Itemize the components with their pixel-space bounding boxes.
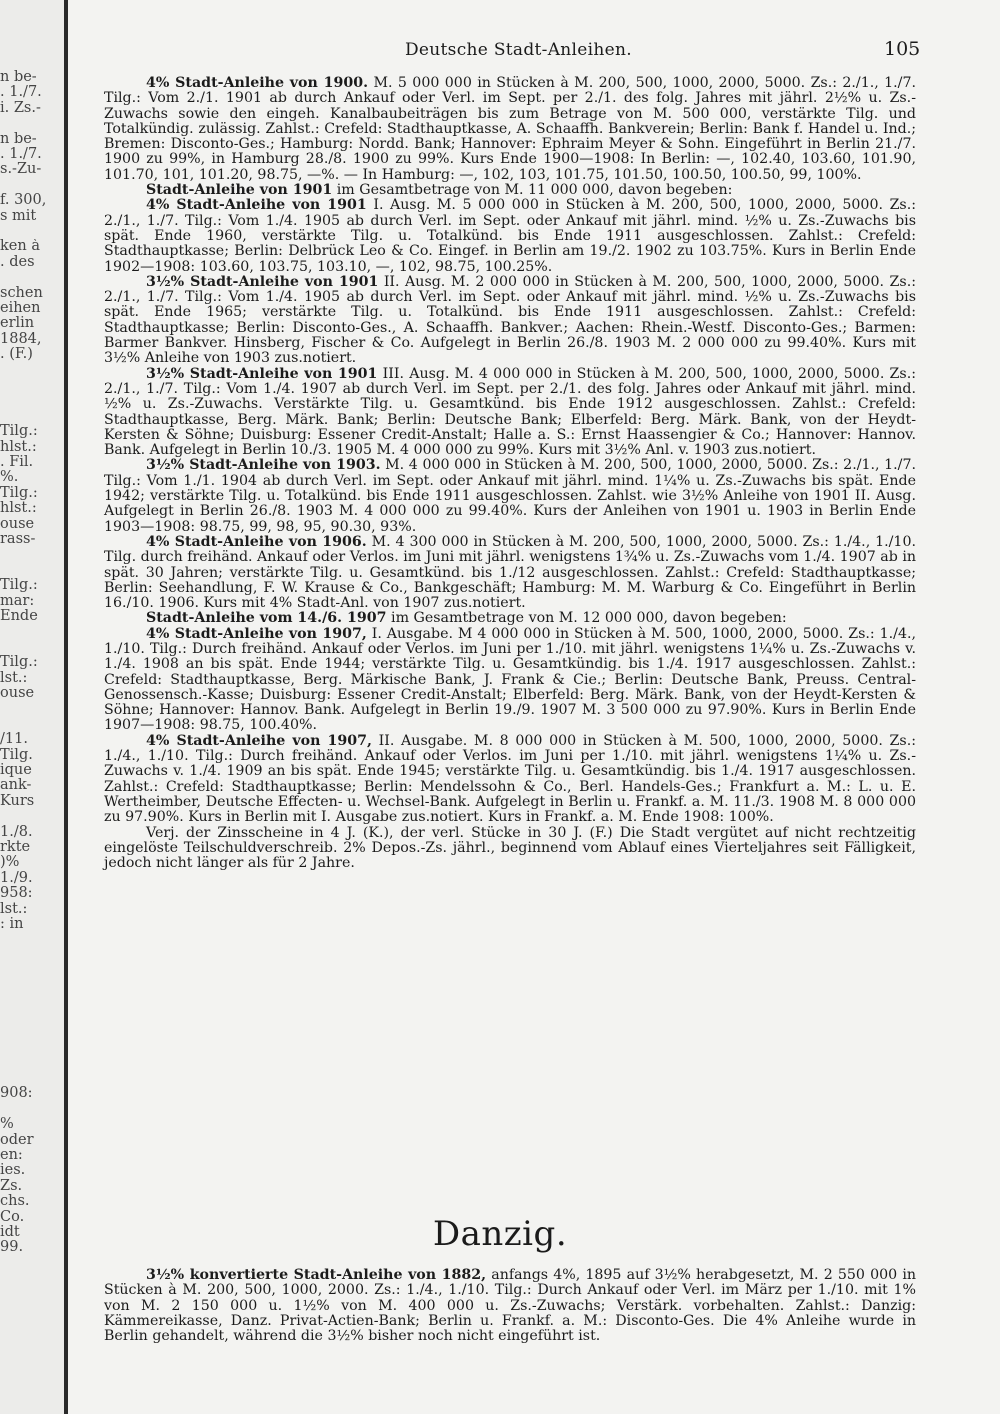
- gutter-text-fragment: en:: [0, 1148, 23, 1163]
- bond-entry-paragraph: [104, 826, 916, 872]
- bond-entry-paragraph: [104, 198, 916, 274]
- gutter-text-fragment: Tilg.:: [0, 424, 38, 440]
- bond-entry-paragraph: [104, 734, 916, 826]
- bond-entry-text: anfangs 4%, 1895 auf 3½% herabgesetzt, M. 2 550 000 in Stücken à M. 200, 500, 1000, 2000. Zs.: 1./4., 1./10. Tilg.: Durch Ankauf oder Verl. im März per 1./10. mit 1% von M. 2 150 000 u. 1½% von M. 400 000 u. Zs.-Zuwachs; Verstärk. vorbehalten. Zahlst.: Danzig: Kämmereikasse, Danz. Privat-Actien-Bank; Berlin u. Frankf. a. M.: Disconto-Ges. Die 4% Anleihe wurde in Berlin gehandelt, während die 3½% bisher noch nicht eingeführt ist.: [104, 1267, 917, 1345]
- gutter-text-fragment: Kurs: [0, 793, 35, 809]
- bond-entry-text: M. 5 000 000 in Stücken à M. 200, 500, 1000, 2000, 5000. Zs.: 2./1., 1./7. Tilg.: Vom 2./1. 1901 ab durch Ankauf oder Verl. im Sept. per 2./1. des folg. Jahres mit jährl. 2½% u. Zs.-Zuwachs sowie den eingeh. Kanalbaubeiträgen bis zum Betrage von M. 500 000, verstärkte Tilg. und Totalkündig. zulässig. Zahlst.: Crefeld: Stadthauptkasse, A. Schaaffh. Bankverein; Berlin: Bank f. Handel u. Ind.; Bremen: Disconto-Ges.; Hamburg: Nordd. Bank; Hannover: Ephraim Meyer & Sohn. Eingeführt in Berlin 21./7. 1900 zu 99%, in Hamburg 28./8. 1900 zu 99%. Kurs Ende 1900—1908: In Berlin: —, 102.40, 103.60, 101.90, 101.70, 101, 101.20, 98.75, —%. — In Hamburg: —, 102, 103, 101.75, 101.50, 100.50, 100.50, 99, 100%.: [104, 75, 916, 183]
- gutter-text-fragment: 1884,: [0, 331, 42, 347]
- gutter-text-fragment: Co.: [0, 1209, 25, 1225]
- gutter-text-fragment: Ende: [0, 609, 38, 624]
- gutter-text-fragment: Tilg.: [0, 747, 33, 763]
- gutter-text-fragment: ank-: [0, 778, 32, 794]
- gutter-text-fragment: Tilg.:: [0, 485, 38, 501]
- gutter-text-fragment: lst.:: [0, 670, 28, 686]
- bond-entry-text: III. Ausg. M. 4 000 000 in Stücken à M. 200, 500, 1000, 2000, 5000. Zs.: 2./1., 1./7. Tilg.: Vom 1./4. 1907 ab durch Verl. im Sept. per 2./1. des folg. Jahres oder Ankauf mit jährl. mind. ½% u. Zs.-Zuwachs. Verstärkte Tilg. u. Gesamtkünd. bis Ende 1912 ausgeschlossen. Zahlst.: Crefeld: Stadthauptkasse, Berg. Märk. Bank; Berlin: Deutsche Bank; Elberfeld: Berg. Märk. Bank, von der Heydt-Kersten & Söhne; Duisburg: Essener Credit-Anstalt; Halle a. S.: Ernst Haassengier & Co.; Hannover: Hannov. Bank. Aufgelegt in Berlin 10./3. 1905 M. 4 000 000 zu 99%. Kurs mit 3½% Anl. v. 1903 zus.notiert.: [104, 365, 916, 459]
- bond-entry-heading: 4% Stadt-Anleihe von 1901: [146, 197, 367, 214]
- bond-entry-heading: 4% Stadt-Anleihe von 1900.: [146, 75, 369, 91]
- bond-entry-heading: 3½% Stadt-Anleihe von 1901: [146, 365, 378, 382]
- gutter-text-fragment: lst.:: [0, 901, 28, 917]
- bond-entry-text: II. Ausg. M. 2 000 000 in Stücken à M. 200, 500, 1000, 2000, 5000. Zs.: 2./1., 1./7. Tilg.: Vom 1./4. 1905 ab durch Verl. im Sept. oder Ankauf mit jährl. mind. ½% u. Zs.-Zuwachs bis spät. Ende 1965; verstärkte Tilg. u. Totalkünd. bis Ende 1911 ausgeschlossen. Zahlst.: Crefeld: Stadthauptkasse; Berlin: Disconto-Ges., A. Schaaffh. Bankver.; Aachen: Rhein.-Westf. Disconto-Ges.; Barmen: Barmer Bankver. Hinsberg, Fischer & Co. Aufgelegt in Berlin 26./8. 1903 M. 2 000 000 zu 99.40%. Kurs mit 3½% Anleihe von 1903 zus.notiert.: [104, 273, 916, 367]
- gutter-text-fragment: . 1./7.: [0, 85, 42, 101]
- gutter-text-fragment: n be-: [0, 70, 37, 85]
- gutter-text-fragment: erlin: [0, 316, 35, 332]
- bond-entry-paragraph: [104, 535, 916, 611]
- gutter-text-fragment: %: [0, 1117, 14, 1133]
- bond-entry-heading: 4% Stadt-Anleihe von 1907,: [146, 625, 367, 642]
- gutter-text-fragment: 99.: [0, 1240, 24, 1256]
- main-text-column: [104, 76, 916, 871]
- bond-entry-text: I. Ausg. M. 5 000 000 in Stücken à M. 200, 500, 1000, 2000, 5000. Zs.: 2./1., 1./7. Tilg.: Vom 1./4. 1905 ab durch Verl. im Sept. oder Ankauf mit jährl. mind. ½% u. Zs.-Zuwachs bis spät. Ende 1960, verstärkte Tilg. u. Totalkünd. bis Ende 1911 ausgeschlossen. Zahlst.: Crefeld: Stadthauptkasse; Berlin: Delbrück Leo & Co. Eingef. in Berlin am 19./2. 1902 zu 103.75%. Kurs in Berlin Ende 1902—1908: 103.60, 103.75, 103.10, —, 102, 98.75, 100.25%.: [104, 197, 917, 275]
- gutter-text-fragment: f. 300,: [0, 193, 47, 209]
- gutter-text-fragment: eihen: [0, 301, 41, 316]
- bond-entry-text: M. 4 000 000 in Stücken à M. 200, 500, 1000, 2000, 5000. Zs.: 2./1., 1./7. Tilg.: Vom 1./1. 1904 ab durch Verl. im Sept. oder Ankauf mit jährl. mind. 1¼% u. Zs.-Zuwachs bis spät. Ende 1942; verstärkte Tilg. u. Totalkünd. bis Ende 1911 ausgeschlossen. Zahlst. wie 3½% Anleihe von 1901 II. Ausg. Aufgelegt in Berlin 26./8. 1903 M. 4 000 000 zu 99.40%. Kurs der Anleihen von 1901 u. 1903 in Berlin Ende 1903—1908: 98.75, 99, 98, 95, 90.30, 93%.: [104, 457, 916, 535]
- gutter-text-fragment: 958:: [0, 886, 33, 902]
- bond-entry-heading: 4% Stadt-Anleihe von 1906.: [146, 533, 367, 550]
- gutter-text-fragment: %.: [0, 470, 19, 486]
- gutter-text-fragment: oder: [0, 1132, 34, 1148]
- bond-entry-text: M. 4 300 000 in Stücken à M. 200, 500, 1000, 2000, 5000. Zs.: 1./4., 1./10. Tilg. durch freihänd. Ankauf oder Verlos. im Juni mit jährl. wenigstens 1¾% u. Zs.-Zuwachs vom 1./4. 1907 ab in spät. 30 Jahren; verstärkte Tilg. u. Gesamtkünd. bis 1./12 ausgeschlossen. Zahlst.: Crefeld: Stadthauptkasse; Berlin: Seehandlung, F. W. Krause & Co., Bankgeschäft; Hamburg: M. M. Warburg & Co. Eingeführt in Berlin 16./10. 1906. Kurs mit 4% Stadt-Anl. von 1907 zus.notiert.: [104, 533, 916, 612]
- gutter-text-fragment: schen: [0, 285, 43, 301]
- gutter-text-fragment: idt: [0, 1225, 20, 1240]
- bond-entry-heading: 3½% konvertierte Stadt-Anleihe von 1882,: [146, 1267, 487, 1283]
- gutter-text-fragment: . 1./7.: [0, 147, 42, 162]
- gutter-text-fragment: /11.: [0, 732, 28, 748]
- gutter-text-fragment: s.-Zu-: [0, 162, 42, 178]
- bond-entry-heading: Stadt-Anleihe vom 14./6. 1907: [146, 610, 387, 627]
- bond-entry-paragraph: [104, 76, 916, 183]
- bond-entry-text: im Gesamtbetrage von M. 12 000 000, davon begeben:: [391, 610, 787, 627]
- adjacent-page-margin: [0, 0, 66, 1414]
- gutter-text-fragment: : in: [0, 917, 24, 932]
- gutter-text-fragment: hlst.:: [0, 501, 37, 517]
- page-fold-divider: [64, 0, 68, 1414]
- gutter-text-fragment: Tilg.:: [0, 578, 38, 594]
- gutter-text-fragment: rkte: [0, 840, 31, 855]
- bond-entry-text: I. Ausgabe. M 4 000 000 in Stücken à M. 500, 1000, 2000, 5000. Zs.: 1./4., 1./10. Tilg.: Durch freihänd. Ankauf oder Verlos. im Juni per 1./10. mit jährl. wenigstens 1¼% u. Zs.-Zuwachs v. 1./4. 1908 an bis spät. Ende 1944; verstärkte Tilg. u. Gesamtkündig. bis 1./4. 1917 ausgeschlossen. Zahlst.: Crefeld: Stadthauptkasse, Berg. Märkische Bank, J. Frank & Cie.; Berlin: Deutsche Bank, Preuss. Central-Genossensch.-Kasse; Duisburg: Essener Credit-Anstalt; Elberfeld: Berg. Märk. Bank, von der Heydt-Kersten & Söhne; Hannover: Hannov. Bank. Aufgelegt in Berlin 19./9. 1907 M. 3 500 000 zu 97.90%. Kurs in Berlin Ende 1907—1908: 98.75, 100.40%.: [104, 625, 916, 734]
- gutter-text-fragment: n be-: [0, 131, 37, 147]
- gutter-text-fragment: ies.: [0, 1163, 26, 1179]
- gutter-text-fragment: mar:: [0, 593, 35, 609]
- gutter-text-fragment: ique: [0, 763, 32, 778]
- gutter-text-fragment: rass-: [0, 532, 36, 547]
- bond-entry-text: II. Ausgabe. M. 8 000 000 in Stücken à M. 500, 1000, 2000, 5000. Zs.: 1./4., 1./10. Tilg.: Durch freihänd. Ankauf oder Verlos. im Juni per 1./10. mit jährl. wenigstens 1¼% u. Zs.-Zuwachs v. 1./4. 1909 an bis spät. Ende 1945; verstärkte Tilg. u. Gesamtkündig. bis 1./4. 1917 ausgeschlossen. Zahlst.: Crefeld: Stadthauptkasse; Berlin: Mendelssohn & Co., Berl. Handels-Ges.; Frankfurt a. M.: L. u. E. Wertheimber, Deutsche Effecten- u. Wechsel-Bank. Aufgelegt in Berlin u. Frankf. a. M. 11./3. 1908 M. 8 000 000 zu 97.90%. Kurs in Berlin mit I. Ausgabe zus.notiert. Kurs in Frankf. a. M. Ende 1908: 100%.: [104, 732, 916, 826]
- gutter-text-fragment: Zs.: [0, 1178, 23, 1194]
- gutter-text-fragment: 1./8.: [0, 824, 33, 840]
- bond-entry-paragraph: [104, 627, 916, 734]
- gutter-text-fragment: chs.: [0, 1194, 30, 1210]
- gutter-text-fragment: . (F.): [0, 347, 33, 363]
- bond-entry-paragraph: [104, 1268, 916, 1344]
- gutter-text-fragment: i. Zs.-: [0, 100, 41, 116]
- bond-entry-paragraph: [104, 367, 916, 459]
- section-heading-danzig: Danzig.: [432, 1214, 568, 1254]
- danzig-text-column: [104, 1268, 916, 1344]
- bond-entry-paragraph: [104, 458, 916, 534]
- bond-entry-heading: 3½% Stadt-Anleihe von 1901: [146, 273, 379, 290]
- gutter-text-fragment: 908:: [0, 1086, 33, 1102]
- gutter-text-fragment: . des: [0, 254, 35, 270]
- bond-entry-text: Verj. der Zinsscheine in 4 J. (K.), der verl. Stücke in 30 J. (F.) Die Stadt vergütet auf nicht rechtzeitig eingelöste Teilschuldverschreib. 2% Depos.-Zs. jährl., beginnend vom Ablauf eines Vierteljahres seit Fälligkeit, jedoch nicht länger als für 2 Jahre.: [104, 824, 916, 872]
- bond-entry-heading: Stadt-Anleihe von 1901: [146, 182, 333, 199]
- gutter-text-fragment: s mit: [0, 208, 37, 224]
- page-number: 105: [884, 38, 921, 60]
- gutter-text-fragment: 1./9.: [0, 870, 33, 886]
- bond-entry-heading: 3½% Stadt-Anleihe von 1903.: [146, 457, 381, 474]
- gutter-text-fragment: . Fil.: [0, 455, 34, 470]
- bond-entry-paragraph: [104, 275, 916, 367]
- gutter-text-fragment: ouse: [0, 516, 35, 532]
- bond-entry-text: im Gesamtbetrage von M. 11 000 000, davon begeben:: [336, 182, 733, 199]
- bond-entry-heading: 4% Stadt-Anleihe von 1907,: [146, 732, 372, 749]
- gutter-text-fragment: ouse: [0, 686, 35, 701]
- gutter-text-fragment: )%: [0, 855, 20, 871]
- gutter-text-fragment: hlst.:: [0, 439, 37, 455]
- gutter-text-fragment: ken à: [0, 239, 40, 255]
- bond-entry-paragraph: [104, 611, 916, 626]
- running-title: Deutsche Stadt-Anleihen.: [405, 40, 632, 60]
- gutter-text-fragment: Tilg.:: [0, 655, 38, 671]
